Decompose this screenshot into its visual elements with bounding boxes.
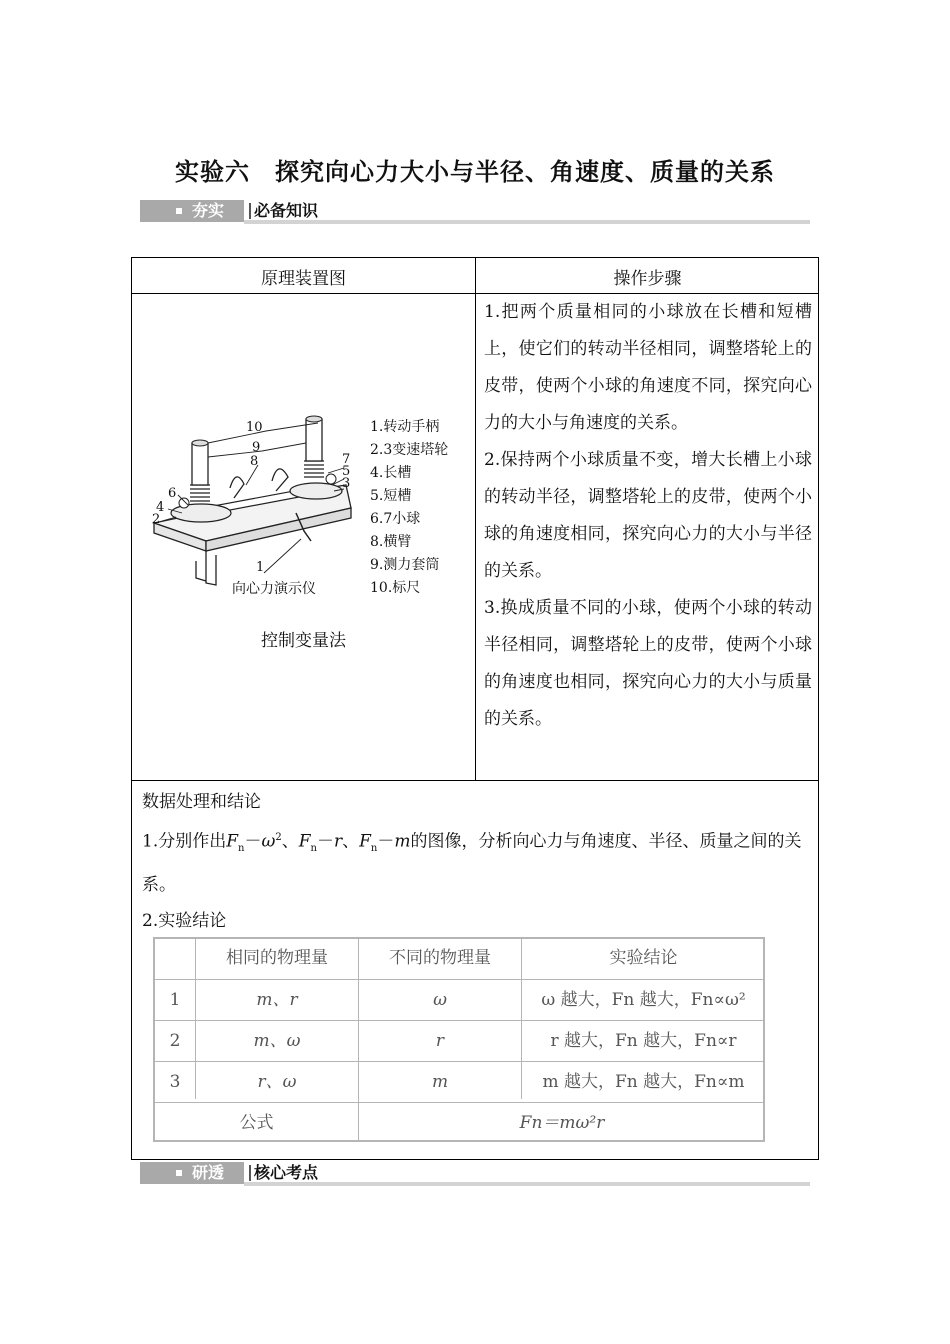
row-number: 2 — [169, 1031, 181, 1051]
row-number: 1 — [169, 990, 181, 1010]
cell-same: r、ω — [257, 1072, 297, 1092]
legend-item: 4.长槽 — [370, 465, 412, 481]
section-label: 核心考点 — [254, 1163, 319, 1182]
section-header-core — [140, 1162, 810, 1184]
item-2: 2.实验结论 — [142, 911, 227, 932]
step-item: 1.把两个质量相同的小球放在长槽和短槽上，使它们的转动半径相同，调整塔轮上的皮带，使两个小球的角速度不同，探究向心力的大小与角速度的关系。 — [484, 302, 812, 433]
cell-same: m、r — [256, 990, 298, 1010]
step-item: 3.换成质量不同的小球，使两个小球的转动半径相同，调整塔轮上的皮带，使两个小球的角速度也相同，探究向心力的大小与质量的关系。 — [484, 598, 812, 729]
data-heading: 数据处理和结论 — [142, 792, 261, 812]
row-number: 3 — [169, 1072, 181, 1092]
fig-num: 2 — [152, 512, 161, 527]
cell-same: m、ω — [253, 1031, 301, 1051]
fig-num: 6 — [168, 486, 177, 501]
step-item: 2.保持两个小球质量不变，增大长槽上小球的转动半径，调整塔轮上的皮带，使两个小球的角速度相同，探究向心力的大小与半径的关系。 — [484, 450, 812, 581]
page-title: 实验六 探究向心力大小与半径、角速度、质量的关系 — [175, 158, 775, 186]
formula-label: 公式 — [239, 1113, 274, 1133]
formula-value: Fn＝mω²r — [519, 1113, 605, 1133]
legend-item: 1.转动手柄 — [370, 419, 440, 435]
steps-list — [484, 294, 812, 738]
section-header-knowledge — [140, 200, 810, 222]
table-row — [155, 1020, 763, 1062]
legend-item: 5.短槽 — [370, 488, 412, 504]
table-row — [155, 1061, 763, 1103]
square-bullet-icon — [176, 208, 182, 214]
header-diff: 不同的物理量 — [389, 948, 491, 968]
cell-result: r 越大，Fn 越大，Fn∝r — [550, 1031, 737, 1051]
fig-num: 8 — [250, 454, 259, 469]
figure-caption: 向心力演示仪 — [232, 581, 316, 597]
header-same: 相同的物理量 — [226, 948, 328, 968]
conclusion-table — [153, 937, 765, 1142]
legend-item: 2.3变速塔轮 — [370, 442, 449, 458]
col-header-steps: 操作步骤 — [613, 269, 682, 289]
fig-num: 1 — [256, 560, 265, 575]
fig-num: 9 — [252, 440, 261, 455]
legend-item: 10.标尺 — [370, 580, 421, 596]
section-tag — [140, 200, 244, 222]
fig-num: 10 — [246, 420, 263, 435]
apparatus-figure — [146, 413, 476, 603]
square-bullet-icon — [176, 1170, 182, 1176]
col-header-device: 原理装置图 — [261, 269, 346, 289]
section-tag-label: 夯实 — [192, 201, 225, 220]
fig-num: 3 — [342, 476, 351, 491]
fig-num: 4 — [156, 500, 165, 515]
legend-item: 6.7小球 — [370, 511, 421, 527]
fig-num: 5 — [342, 464, 351, 479]
cell-result: ω 越大，Fn 越大，Fn∝ω² — [541, 990, 746, 1010]
header-result: 实验结论 — [609, 948, 678, 968]
fig-num: 7 — [342, 452, 351, 467]
section-tag — [140, 1162, 244, 1184]
cell-diff: ω — [433, 990, 447, 1010]
cell-result: m 越大，Fn 越大，Fn∝m — [542, 1072, 745, 1092]
method-label: 控制变量法 — [261, 631, 346, 651]
section-label: 必备知识 — [254, 201, 319, 220]
section-tag-label: 研透 — [192, 1163, 225, 1182]
data-section — [142, 784, 812, 939]
formula-row — [155, 1102, 763, 1144]
legend-item: 9.测力套筒 — [370, 557, 440, 573]
item-1: 1.分别作出$F_n-\omega^2$、$F_n-r$、$F_n-m$的图像，分析向心力与角速度、半径、质量之间的关系。 — [142, 831, 802, 896]
legend-item: 8.横臂 — [370, 534, 412, 550]
cell-diff: m — [431, 1072, 449, 1092]
cell-diff: r — [435, 1031, 445, 1051]
table-row — [155, 979, 763, 1021]
